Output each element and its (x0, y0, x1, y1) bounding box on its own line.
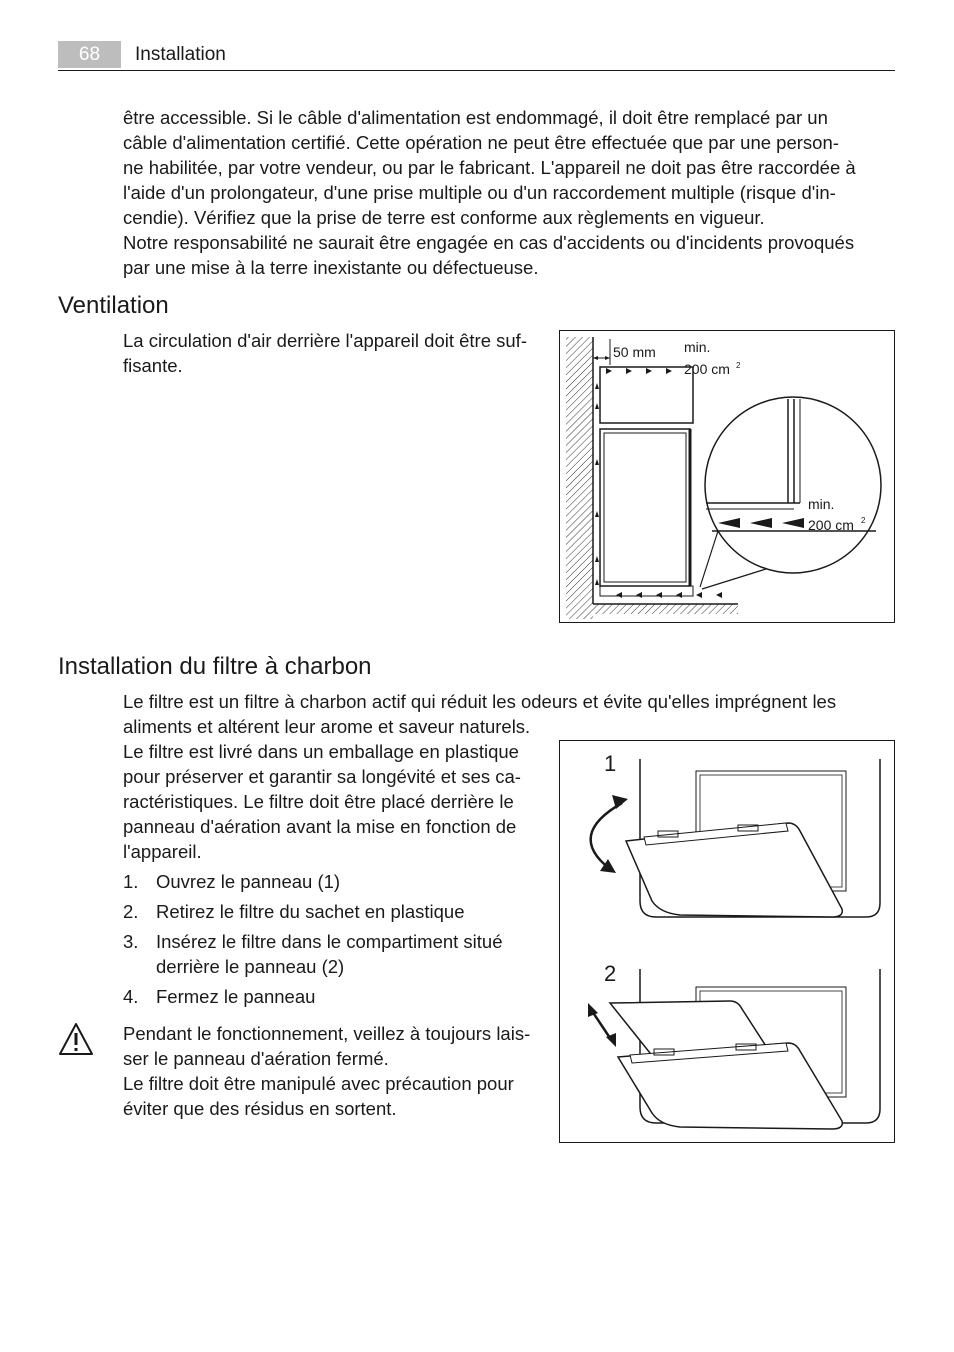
text-line: l'aide d'un prolongateur, d'une prise multiple ou d'un raccordement multiple (risque d'in- (123, 182, 836, 203)
page-number: 68 (58, 41, 121, 68)
filter-intro-paragraph (123, 689, 836, 739)
detail-magnifier (705, 397, 881, 573)
text-line: câble d'alimentation certifié. Cette opération ne peut être effectuée que par une person- (123, 132, 839, 153)
text-line: ser le panneau d'aération fermé. (123, 1048, 389, 1069)
text-line: Le filtre est livré dans un emballage en plastique (123, 741, 519, 762)
text-line: ne habilitée, par votre vendeur, ou par le fabricant. L'appareil ne doit pas être raccordée à (123, 157, 856, 178)
text-line: par une mise à la terre inexistante ou défectueuse. (123, 257, 539, 278)
text-line: cendie). Vérifiez que la prise de terre est conforme aux règlements en vigueur. (123, 207, 765, 228)
text-line: aliments et altérent leur arome et saveur naturels. (123, 716, 531, 737)
rotate-arrow (591, 803, 622, 869)
step-2-label: 2 (604, 961, 617, 986)
step-text: Fermez le panneau (156, 986, 316, 1007)
wall-hatch (566, 337, 593, 619)
running-header-title: Installation (135, 44, 226, 65)
steps-list (123, 869, 553, 1014)
label-min-top: min. (684, 339, 711, 355)
label-200-top: 200 cm (684, 361, 730, 377)
step-text: Insérez le filtre dans le compartiment situé (156, 931, 503, 952)
ventilation-paragraph (123, 328, 527, 378)
ventilation-figure (559, 330, 895, 623)
warning-icon (58, 1022, 94, 1056)
text-line: Le filtre doit être manipulé avec précaution pour (123, 1073, 514, 1094)
warning-paragraph (123, 1021, 530, 1121)
upper-cabinet (600, 367, 693, 423)
step-number: 4. (123, 986, 139, 1007)
text-line: ractéristiques. Le filtre doit être placé derrière le (123, 791, 514, 812)
filter-diagram (560, 741, 894, 1142)
text-line: éviter que des résidus en sortent. (123, 1098, 397, 1119)
step-1-label: 1 (604, 751, 617, 776)
text-line: Pendant le fonctionnement, veillez à toujours lais- (123, 1023, 531, 1044)
label-200-detail: 200 cm (808, 517, 854, 533)
step-number: 1. (123, 871, 139, 892)
filter-figure (559, 740, 895, 1143)
text-line: Le filtre est un filtre à charbon actif qui réduit les odeurs et évite qu'elles imprégnent les (123, 691, 837, 712)
text-line: pour préserver et garantir sa longévité et ses ca- (123, 766, 521, 787)
superscript-2-top: 2 (736, 361, 741, 370)
text-line: être accessible. Si le câble d'alimentation est endommagé, il doit être remplacé par un (123, 107, 828, 128)
intro-paragraph (123, 105, 856, 280)
ventilation-heading: Ventilation (58, 292, 169, 319)
text-line: Notre responsabilité ne saurait être engagée en cas d'accidents ou d'incidents provoqués (123, 232, 855, 253)
text-line: l'appareil. (123, 841, 202, 862)
label-50mm: 50 mm (613, 344, 656, 360)
list-item (123, 869, 553, 894)
header-divider (58, 70, 895, 71)
superscript-2-detail: 2 (861, 516, 866, 525)
ventilation-diagram (560, 331, 894, 622)
floor-hatch (593, 604, 738, 614)
text-line: La circulation d'air derrière l'appareil doit être suf- (123, 330, 527, 351)
step-number: 2. (123, 901, 139, 922)
label-min-detail: min. (808, 496, 835, 512)
list-item (123, 984, 553, 1009)
list-item (123, 929, 553, 979)
step-text: Ouvrez le panneau (1) (156, 871, 341, 892)
step-number: 3. (123, 931, 139, 952)
text-line: panneau d'aération avant la mise en fonction de (123, 816, 517, 837)
step-text: Retirez le filtre du sachet en plastique (156, 901, 465, 922)
filter-body-paragraph (123, 739, 521, 864)
step-text: derrière le panneau (2) (156, 956, 345, 977)
list-item (123, 899, 553, 924)
appliance-outline (600, 429, 690, 586)
text-line: fisante. (123, 355, 183, 376)
filter-heading: Installation du filtre à charbon (58, 653, 372, 680)
